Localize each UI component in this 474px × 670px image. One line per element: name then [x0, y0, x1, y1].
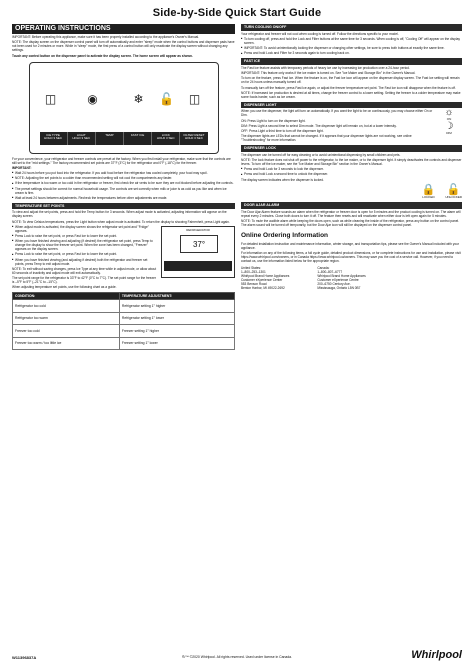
filter-reset-button[interactable]: FILTER RESET HOLD 3 SEC: [183, 132, 205, 141]
door-p2: NOTE: To mute the audible alarm while keeping the doors open, such as while cleaning the inside of the refrigerator, press any button on the control panel. The alarm sound will be turned off temporarily, but the Door Ajar icon will still be displayed on the dispenser control panel.: [241, 219, 460, 228]
temperature-table: [12, 292, 235, 350]
temp-range: The set point range for the refrigerator is 33°F to 42°F (0°C to 7°C). The set point range for the freezer is –5°F to 5°F (–21°C to –15°C).: [12, 275, 156, 284]
temp-when: When adjusting temperature set points, use the following chart as a guide.: [12, 285, 117, 290]
lock-p1: The dispenser can be turned off for easy cleaning or to avoid unintentional dispensing by small children and pets.: [241, 152, 401, 157]
left-column: [12, 24, 235, 350]
table-cell: Freezer too cold: [13, 325, 120, 337]
table-row: [13, 300, 235, 312]
display-label: REFRIGERATOR: [186, 227, 210, 232]
operating-touch: Touch any control button on the dispenser panel to activate the display screen. The home screen will appear as shown.: [12, 53, 193, 58]
lock-icons: [241, 184, 462, 200]
brand-logo: Whirlpool: [411, 649, 462, 661]
table-cell: Refrigerator too warm: [13, 312, 120, 324]
footer: [12, 649, 462, 663]
canada-address: Canada: 1–800–807–6777 Whirlpool Brand Home Appliances Customer eXperience Centre 200–6750 Century Ave. Mississauga, Ontario L5N 0B7: [317, 265, 366, 290]
operating-bullets: [12, 171, 235, 200]
filter-icon: ◉: [87, 92, 98, 107]
list-item: ■ Wait at least 24 hours between adjustments. Recheck the temperatures before other adjustments are made.: [12, 196, 235, 200]
table-cell: Refrigerator too cold: [13, 300, 120, 312]
light-p5: The dispenser lights are LEDs that cannot be changed. If it appears that your dispenser lights are not working, see online "Troubleshooting" for more information.: [241, 134, 412, 143]
lock-button[interactable]: LOCK HOLD 3 SEC: [152, 132, 180, 145]
filter-status-icon: ◫: [188, 92, 201, 107]
light-p3: DIM: Press Light a second time to select Dim mode. The dispenser light will remain on, but at a lower intensity.: [241, 123, 397, 128]
lock-header: DISPENSER LOCK: [241, 145, 462, 152]
locked-icon-group: [422, 184, 436, 200]
operating-important: IMPORTANT: Before operating this appliance, make sure it has been properly installed according to the appliance's Owner's Manual.: [12, 35, 199, 40]
ice-type-button[interactable]: ICE TYPE HOLD 3 SEC: [40, 132, 68, 145]
lock-p3: The display screen indicates when the dispenser is locked.: [241, 177, 324, 182]
fast-ice-p2: IMPORTANT: This feature only works if the ice maker is turned on. See "Ice Maker and Storage Bin" in the Owner's Manual.: [241, 71, 416, 76]
contact-addresses: [241, 266, 462, 290]
control-button-bar: [40, 132, 208, 145]
right-column: [241, 24, 462, 290]
table-cell: Refrigerator setting 1° higher: [119, 300, 234, 312]
cooling-header: TURN COOLING ON/OFF: [241, 24, 462, 31]
page-title: Side-by-Side Quick Start Guide: [152, 7, 322, 19]
table-header: TEMPERATURE ADJUSTMENT:: [119, 293, 234, 300]
list-item: ■ To turn cooling off, press and hold the Lock and Filter buttons at the same time for 3 seconds. When cooling is off, "Cooling Off" will appear on the display screen.: [241, 37, 462, 45]
fast-ice-p3: To turn on the feature, press Fast Ice. When the feature is on, the Fast Ice icon will appear on the dispenser display screen. The Fast Ice setting will remain on for 24 hours unless manually turned off.: [241, 76, 460, 85]
table-cell: Freezer too warm / too little ice: [13, 337, 120, 349]
temp-bullets: [12, 225, 235, 266]
table-row: [13, 312, 235, 324]
display-value: 37°: [180, 235, 218, 253]
lock-bullets: [241, 167, 462, 176]
locked-icon: 🔒: [421, 183, 436, 196]
unlocked-icon-group: [445, 184, 462, 200]
online-heading: Online Ordering Information: [241, 232, 329, 240]
table-header: CONDITION:: [13, 293, 120, 300]
light-icons: [436, 108, 462, 136]
lock-p2: NOTE: The lock feature does not shut off power to the refrigerator, to the ice maker, or to the dispenser light. It simply deactivates the controls and dispenser levers. To turn off the ice maker, see the "Ice Maker and Storage Bin" section in the Owner's Manual.: [241, 158, 462, 166]
water-glass-icon: ◫: [44, 92, 57, 107]
fast-ice-header: FAST ICE: [241, 58, 462, 65]
fast-ice-p4: To manually turn off the feature, press Fast Ice again, or adjust the freezer temperature set point. The Fast Ice icon will disappear when the feature is off.: [241, 85, 456, 90]
table-cell: Freezer setting 1° higher: [119, 325, 234, 337]
list-item: ■ When you have finished viewing and adjusting (if desired) the refrigerator set point, press Temp to change the display to show the freezer set point. When the zone has been changed, "Freezer" appears on the display screen.: [12, 239, 235, 251]
light-p2: ON: Press Light to turn on the dispenser light.: [241, 118, 306, 123]
unlocked-icon: 🔓: [446, 183, 461, 196]
us-address: United States: 1–800–253–1301 Whirlpool Brand Home Appliances Customer eXperience Center 553 Benson Road Benton Harbor, MI 49022-2692: [241, 265, 290, 290]
door-p1: The Door Ajar Alarm feature sounds an alarm when the refrigerator or freezer door is open for 5 minutes and the product cooling is turned on. The alarm will repeat every 2 minutes. Close both doors to turn it off. The feature then resets and will reactivate when either door is left open again for 5 minutes.: [241, 210, 461, 218]
fast-ice-p1: The Fast Ice feature assists with temporary periods of heavy ice use by increasing ice production over a 24-hour period.: [241, 65, 410, 70]
light-on-label: ON: [446, 117, 452, 122]
list-item: ■ Wait 24 hours before you put food into the refrigerator. If you add food before the refrigerator has cooled completely, your food may spoil.: [12, 171, 235, 175]
online-p2: For information on any of the following items, a full cycle guide, detailed product dimensions, or for complete instructions for use and installation, please visit https://www.whirlpool.com/owners, or in Canada https://www.whirlpool.ca/owners. This may save you the cost of a service call. However, if you need to contact us, use the information listed below for the appropriate region.: [241, 250, 461, 263]
light-on-icon: ☼: [444, 107, 454, 119]
list-item: ■ NOTE: Adjusting the set points to a colder than recommended setting will not cool the compartments any faster.: [12, 176, 235, 180]
list-item: ■ Press and hold Lock a second time to unlock the dispenser.: [241, 172, 462, 176]
list-item: ■ Press and hold Lock and Filter for 3 seconds again to turn cooling back on.: [241, 51, 462, 55]
cooling-text: Your refrigerator and freezer will not cool when cooling is turned off. Follow the directions specific to your model.: [241, 31, 399, 36]
light-dim-icon: ☽: [444, 120, 454, 132]
list-item: ■ If the temperature is too warm or too cold in the refrigerator or freezer, first check the air vents to be sure they are not blocked before adjusting the controls.: [12, 181, 235, 185]
unlocked-label: UNLOCKED: [445, 194, 462, 199]
list-item: ■ The preset settings should be correct for normal household usage. The controls are set correctly when milk or juice is as cold as you like and when ice cream is firm.: [12, 187, 235, 195]
temp-note2: NOTE: To exit without saving changes, press Ice Type at any time while in adjust mode, or allow about 60 seconds of inactivity and adjust mode will exit automatically.: [12, 266, 157, 275]
light-button[interactable]: LIGHT HOLD 3 SEC: [68, 132, 96, 145]
operating-important2: IMPORTANT:: [12, 165, 32, 170]
operating-header: OPERATING INSTRUCTIONS: [12, 24, 235, 34]
control-panel-illustration: [29, 62, 219, 154]
light-dim-label: DIM: [446, 130, 452, 135]
list-item: ■ Press Lock to raise the set point, or press Fast Ice to lower the set point.: [12, 234, 235, 238]
temp-intro: To view and adjust the set points, press and hold the Temp button for 3 seconds. When adjust mode is activated, adjusting information will appear on the display screen.: [12, 210, 227, 219]
table-row: [13, 325, 235, 337]
door-header: DOOR AJAR ALARM: [241, 202, 462, 209]
list-item: ■ When adjust mode is activated, the display screen shows the refrigerator set point and "Fridge" appears.: [12, 225, 235, 233]
temp-button[interactable]: TEMP: [96, 132, 124, 145]
copyright: ®/™ ©2020 Whirlpool. All rights reserved. Used under license in Canada.: [182, 655, 292, 659]
table-row: [13, 337, 235, 349]
temp-header: TEMPERATURE SET POINTS: [12, 203, 235, 210]
operating-convenience: For your convenience, your refrigerator and freezer controls are preset at the factory. When you first install your refrigerator, make sure that the controls are still set to the "mid settings." The factory-recommended set points are 37°F (3°C) for the refrigerator and 0°F (-18°C) for the freezer.: [12, 156, 231, 165]
part-number: W11396837A: [12, 655, 37, 660]
light-header: DISPENSER LIGHT: [241, 102, 462, 109]
temp-note: NOTE: To view Celsius temperatures, press the Light button when adjust mode is activated. To return the display to showing Fahrenheit, press Light again.: [12, 219, 230, 224]
list-item: ■ When you have finished viewing (and adjusting if desired) both the refrigerator and freezer set points, press Temp to exit adjust mode.: [12, 258, 235, 266]
fast-ice-p5: NOTE: If increased ice production is desired at all times, change the freezer control to a lower setting. Setting the freezer to a colder temperature may make some foods harder, such as ice cream.: [241, 90, 461, 99]
light-p4: OFF: Press Light a third time to turn off the dispenser light.: [241, 128, 324, 133]
fast-ice-icon: ❄: [133, 92, 144, 107]
light-p1: When you use the dispenser, the light will turn on automatically. If you want the light to be on continuously, you may choose either On or Dim.: [241, 109, 433, 118]
list-item: ■ Press Lock to raise the set point, or press Fast Ice to lower the set point.: [12, 252, 235, 256]
online-p1: For detailed installation instruction and maintenance information, winter storage, and transportation tips, please see the Owner's Manual included with your appliance.: [241, 241, 460, 250]
table-cell: Freezer setting 1° lower: [119, 337, 234, 349]
cooling-bullets: [241, 37, 462, 55]
list-item: ■ IMPORTANT: To avoid unintentionally locking the dispenser or changing other settings, be sure to press both buttons at exactly the same time.: [241, 46, 462, 50]
fast-ice-button[interactable]: FAST ICE: [124, 132, 152, 145]
operating-note: NOTE: The display screen on the dispenser control panel will turn off automatically and enter "sleep" mode when the control buttons and dispenser pads have not been used for 2 minutes or more. While in "sleep" mode, the first press of a control button will only reactivate the display screen without changing any settings.: [12, 40, 235, 53]
table-cell: Refrigerator setting 1° lower: [119, 312, 234, 324]
locked-label: LOCKED: [422, 194, 435, 199]
list-item: ■ Press and hold Lock for 3 seconds to lock the dispenser.: [241, 167, 462, 171]
lock-icon: 🔓: [159, 92, 174, 107]
